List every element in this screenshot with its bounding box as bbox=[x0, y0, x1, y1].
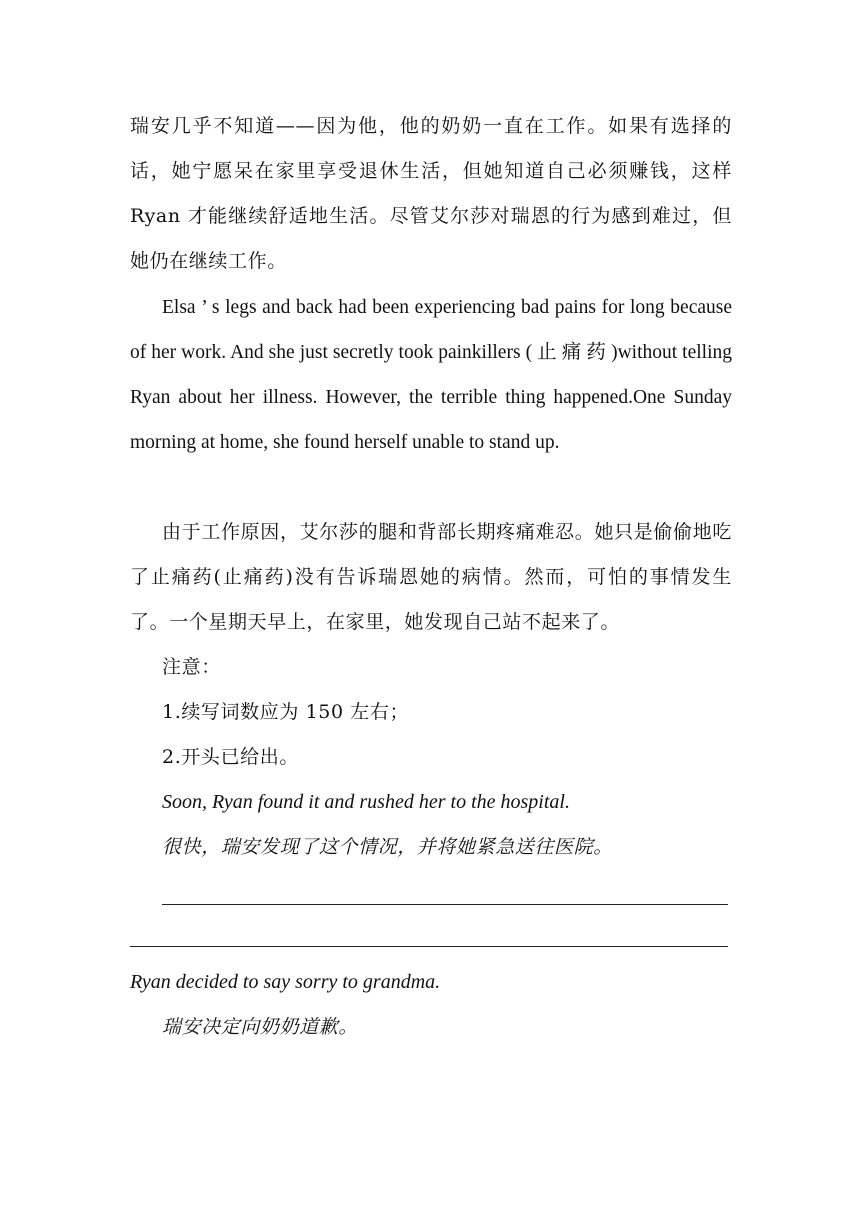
paragraph-english-2: Elsa ’ s legs and back had been experiencing bad pains for long because of her work. And she just secretly took painkillers ( 止 痛 药 )without telling Ryan about her illness. However, the terrible thing happened.One Sunday morning at home, she found herself unable to stand up. bbox=[130, 297, 732, 453]
writing-blank-line-2 bbox=[130, 946, 728, 947]
note-item-2: 2.开头已给出。 bbox=[162, 746, 299, 768]
paragraph-chinese-2: 由于工作原因，艾尔莎的腿和背部长期疼痛难忍。她只是偷偷地吃了止痛药(止痛药)没有告诉瑞恩她的病情。然而，可怕的事情发生了。一个星期天早上，在家里，她发现自己站不起来了。 bbox=[130, 521, 732, 633]
given-start-chinese: 很快，瑞安发现了这个情况，并将她紧急送往医院。 bbox=[162, 836, 613, 858]
writing-blank-line-1 bbox=[162, 904, 728, 905]
note-title: 注意： bbox=[162, 656, 221, 678]
given-start-english: Soon, Ryan found it and rushed her to the hospital. bbox=[162, 791, 570, 813]
paragraph-2-start-chinese: 瑞安决定向奶奶道歉。 bbox=[162, 1016, 359, 1038]
paragraph-chinese-1: 瑞安几乎不知道——因为他，他的奶奶一直在工作。如果有选择的话，她宁愿呆在家里享受退休生活，但她知道自己必须赚钱，这样 Ryan 才能继续舒适地生活。尽管艾尔莎对瑞恩的行为感到难过，但她仍在继续工作。 bbox=[130, 115, 732, 272]
paragraph-2-start-english: Ryan decided to say sorry to grandma. bbox=[130, 971, 441, 993]
note-item-1: 1.续写词数应为 150 左右； bbox=[162, 701, 410, 723]
